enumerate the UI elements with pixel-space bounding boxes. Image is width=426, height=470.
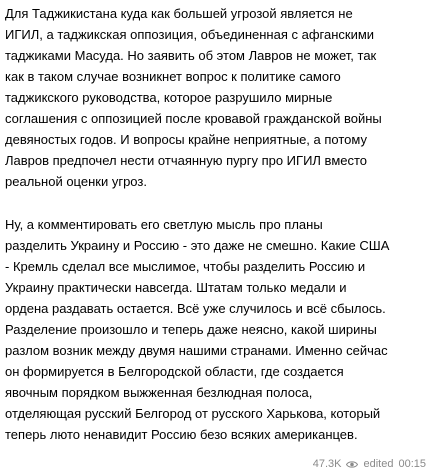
views-count: 47.3K — [312, 458, 342, 470]
text-line: - Кремль сделал все мыслимое, чтобы разделить Россию и — [5, 259, 366, 274]
text-line: Для Таджикистана куда как большей угрозой является не — [5, 6, 353, 21]
text-line: разделить Украину и Россию - это даже не смешно. Какие США — [5, 238, 390, 253]
text-line: Разделение произошло и теперь даже неясно, какой ширины — [5, 322, 377, 337]
text-line: девяностых годов. И вопросы крайне неприятные, а потому — [5, 132, 367, 147]
message-paragraph-1 — [5, 3, 423, 192]
text-line: таджиками Масуда. Но заявить об этом Лавров не может, так — [5, 48, 377, 63]
eye-icon — [346, 460, 358, 469]
text-line: как в таком случае возникнет вопрос к политике самого — [5, 69, 341, 84]
text-line: ИГИЛ, а таджикская оппозиция, объединенная с афганскими — [5, 27, 375, 42]
text-line: реальной оценки угроз. — [5, 174, 147, 189]
message-bubble — [5, 3, 423, 445]
message-time: 00:15 — [398, 458, 426, 470]
text-line: Ну, а комментировать его светлую мысль про планы — [5, 217, 323, 232]
message-paragraph-2 — [5, 214, 423, 445]
text-line: он формируется в Белгородской области, где создается — [5, 364, 344, 379]
text-line: Украину практически навсегда. Штатам только медали и — [5, 280, 347, 295]
text-line: ордена раздавать остается. Всё уже случилось и всё сбылось. — [5, 301, 386, 316]
text-line: явочным порядком выжженная безлюдная полоса, — [5, 385, 313, 400]
text-line: теперь люто ненавидит Россию безо всяких американцев. — [5, 427, 358, 442]
text-line: разлом возник между двумя нашими странами. Именно сейчас — [5, 343, 388, 358]
text-line: Лавров предпочел нести отчаянную пургу про ИГИЛ вместо — [5, 153, 368, 168]
text-line: соглашения с оппозицией после кровавой гражданской войны — [5, 111, 382, 126]
text-line: таджикского руководства, которое разрушило мирные — [5, 90, 333, 105]
edited-label: edited — [363, 458, 394, 470]
text-line: отделяющая русский Белгород от русского Харькова, который — [5, 406, 381, 421]
message-meta — [313, 458, 426, 470]
